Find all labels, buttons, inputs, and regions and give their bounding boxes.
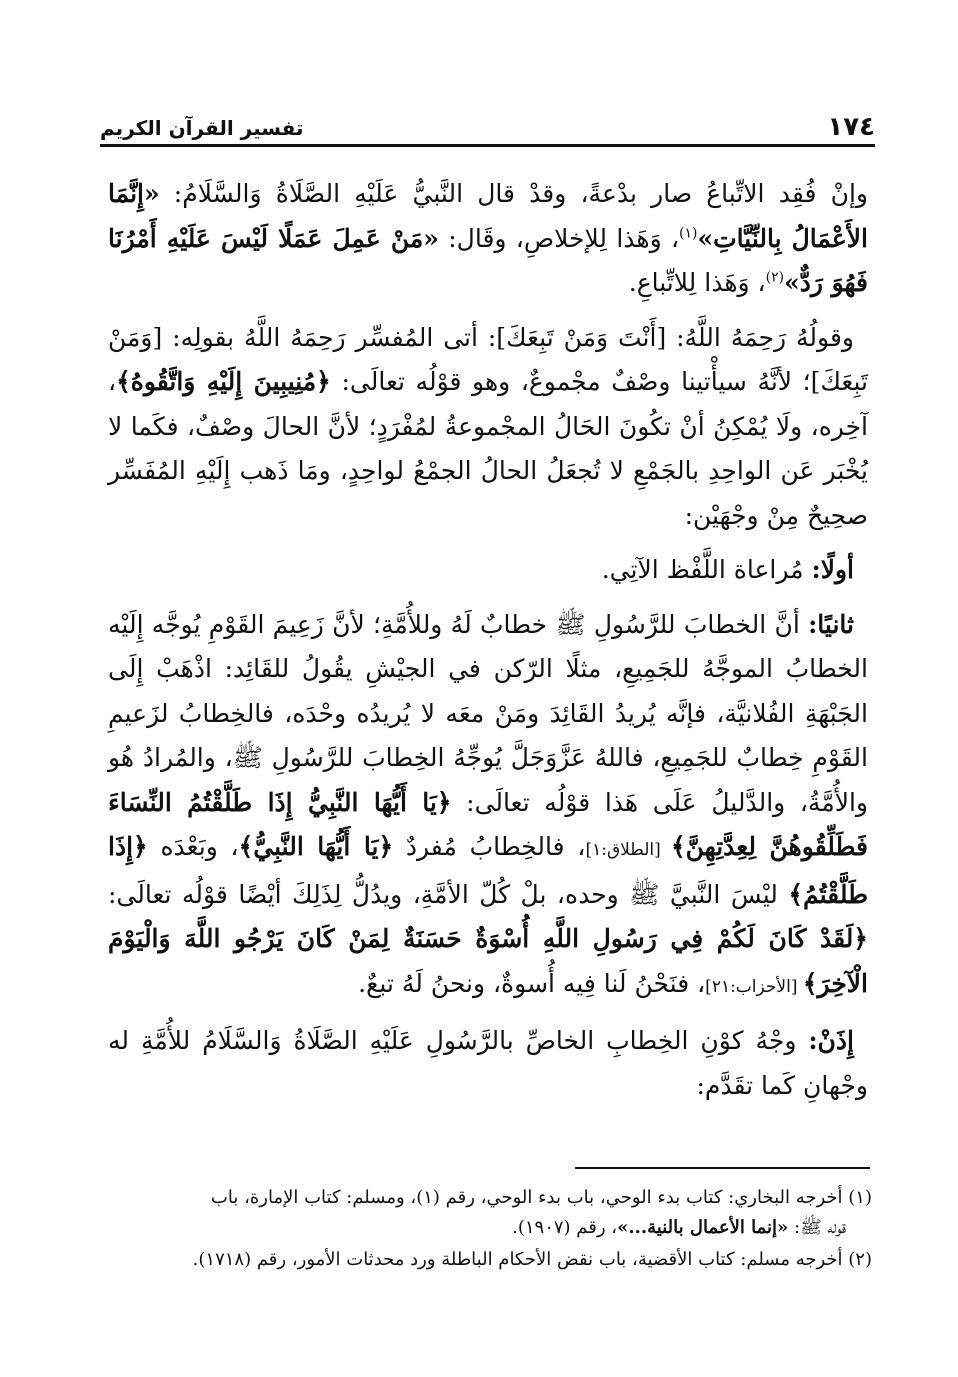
quran-verse: ﴿يَا أَيُّهَا النَّبِيُّ﴾ xyxy=(238,832,394,861)
footnote-divider xyxy=(575,1167,870,1169)
quran-verse: ﴿يَا أَيُّهَا النَّبِيُّ إِذَا طَلَّقْتُمُ النِّسَاءَ فَطَلِّقُوهُنَّ لِعِدَّتِهِنَّ﴾ xyxy=(108,787,869,861)
verse-reference: [الطلاق:١] xyxy=(585,840,671,860)
paragraph-3: أولًا: مُراعاة اللَّفْظ الآتِي. xyxy=(601,555,854,584)
paragraph-4: ثانيًا: أنَّ الخطابَ للرَّسُولِ ﷺ خطابٌ لَهُ وللأُمَّةِ؛ لأنَّ زَعِيمَ القَوْمِ يُوجَّه إِلَيْه الخطابُ الموجَّهُ للجَمِيعِ، مثلًا الرّكن في الجيْشِ يقُولُ للقَائِد: اذْهَبْ إِلَى الجَبْهَةِ الفُلانيَّة، فإنَّه يُريدُ القَائِدَ ومَنْ معَه لا يُريدُه وحْدَه، فالخِطابُ لزَعيمِ القَوْمِ خِطابٌ للجَمِيعِ، فاللهُ عَزَّوَجَلَّ يُوجِّهُ الخِطابَ للرَّسُولِ ﷺ، والمُرادُ هُو والأُمَّةُ، والدَّليلُ عَلَى هَذا قوْلُه تعالَى: ﴿يَا أَيُّهَا النَّبِيُّ إِذَا طَلَّقْتُمُ النِّسَاءَ فَطَلِّقُوهُنَّ لِعِدَّتِهِنَّ﴾ [الطلاق:١]، فالخِطابُ مُفردٌ ﴿يَا أَيُّهَا النَّبِيُّ﴾، وبَعْدَه ﴿إِذَا طَلَّقْتُمُ﴾ ليْسَ النَّبيَّ ﷺ وحده، بلْ كُلّ الأمَّةِ، ويدُلُّ لِذَلِكَ أيْضًا قوْلُه تعالَى: ﴿لَقَدْ كَانَ لَكُمْ فِي رَسُولِ اللَّهِ أُسْوَةٌ حَسَنَةٌ لِمَنْ كَانَ يَرْجُو اللَّهَ وَالْيَوْمَ الْآخِرَ﴾ [الأحزاب:٢١]، فنَحْنُ لَنا فِيه أُسوةٌ، ونحنُ لَهُ تبعٌ. xyxy=(108,609,869,998)
page-header xyxy=(100,104,875,144)
footnote-marker-2[interactable]: (٢) xyxy=(765,269,785,286)
point-heading-first: أولًا: xyxy=(811,555,854,584)
footnote-1: (١) أخرجه البخاري: كتاب بدء الوحي، باب بدء الوحي، رقم (١)، ومسلم: كتاب الإمارة، باب قوله ﷺ: «إنما الأعمال بالنية...»، رقم (١٩٠٧). xyxy=(210,1187,872,1238)
paragraph-5: إِذَنْ: وجْهُ كوْنِ الخِطابِ الخاصِّ بالرَّسُولِ عَلَيْهِ الصَّلَاةُ وَالسَّلَامُ للأُمَّةِ له وجْهانِ كَما تقَدَّم: xyxy=(108,1026,868,1100)
quran-verse: ﴿مُنِيبِينَ إِلَيْهِ وَاتَّقُوهُ﴾ xyxy=(116,367,331,396)
point-heading-conclusion: إِذَنْ: xyxy=(808,1026,854,1055)
footnote-2: (٢) أخرجه مسلم: كتاب الأقضية، باب نقض الأحكام الباطلة ورد محدثات الأمور، رقم (١٧١٨). xyxy=(192,1249,872,1270)
hadith-quote-1: «إِنَّمَا الأَعْمَالُ بِالنِّيَّاتِ» xyxy=(108,179,868,253)
paragraph-1: وإنْ فُقِد الاتِّباعُ صار بدْعةً، وقدْ قال النَّبيُّ عَلَيْهِ الصَّلَاةُ وَالسَّلَامُ: «إِنَّمَا الأَعْمَالُ بِالنِّيَّاتِ»$^{(١)}$، وَهَذا لِلإخلاصِ، وقَال: «مَنْ عَمِلَ عَمَلًا لَيْسَ عَلَيْهِ أَمْرُنَا فَهُوَ رَدٌّ»$^{(٢)}$، وَهَذا لِلاتِّباعِ. xyxy=(108,179,868,297)
main-text xyxy=(108,172,868,1118)
page-number: ١٧٤ xyxy=(827,112,875,142)
footnote-marker-1[interactable]: (١) xyxy=(679,225,698,242)
point-heading-second: ثانيًا: xyxy=(808,609,854,639)
quran-verse: ﴿إِذَا طَلَّقْتُمُ﴾ xyxy=(108,832,868,909)
footnotes xyxy=(100,1183,872,1277)
verse-reference: [الأحزاب:٢١] xyxy=(705,976,803,997)
hadith-quote-2: «مَنْ عَمِلَ عَمَلًا لَيْسَ عَلَيْهِ أَمْرُنَا فَهُوَ رَدٌّ» xyxy=(108,223,868,297)
header-divider xyxy=(100,144,875,147)
paragraph-2: وقولُهُ رَحِمَهُ اللَّهُ: [أَنْتَ وَمَنْ تَبِعَكَ]: أتى المُفسِّر رَحِمَهُ اللَّهُ بقولِه: [وَمَنْ تَبِعَكَ]؛ لأنَّهُ سيأْتينا وصْفٌ مجْموعٌ، وهو قوْلُه تعالَى: ﴿مُنِيبِينَ إِلَيْهِ وَاتَّقُوهُ﴾، آخِره، ولَا يُمْكِنُ أنْ تكُونَ الحَالُ المجْموعةُ لمُفْرَدٍ؛ لأنَّ الحالَ وصْفٌ، فكَما لا يُخْبَر عَن الواحِدِ بالجَمْعِ لا تُجعَلُ الحالُ الجمْعُ لواحِدٍ، ومَا ذَهب إِلَيْهِ المُفَسِّر صحِيحٌ مِنْ وجْهَيْن: xyxy=(108,322,868,530)
quran-verse: ﴿لَقَدْ كَانَ لَكُمْ فِي رَسُولِ اللَّهِ أُسْوَةٌ حَسَنَةٌ لِمَنْ كَانَ يَرْجُو اللَّهَ وَالْيَوْمَ الْآخِرَ﴾ xyxy=(108,924,868,998)
book-title: تفسير القرآن الكريم xyxy=(100,116,304,140)
